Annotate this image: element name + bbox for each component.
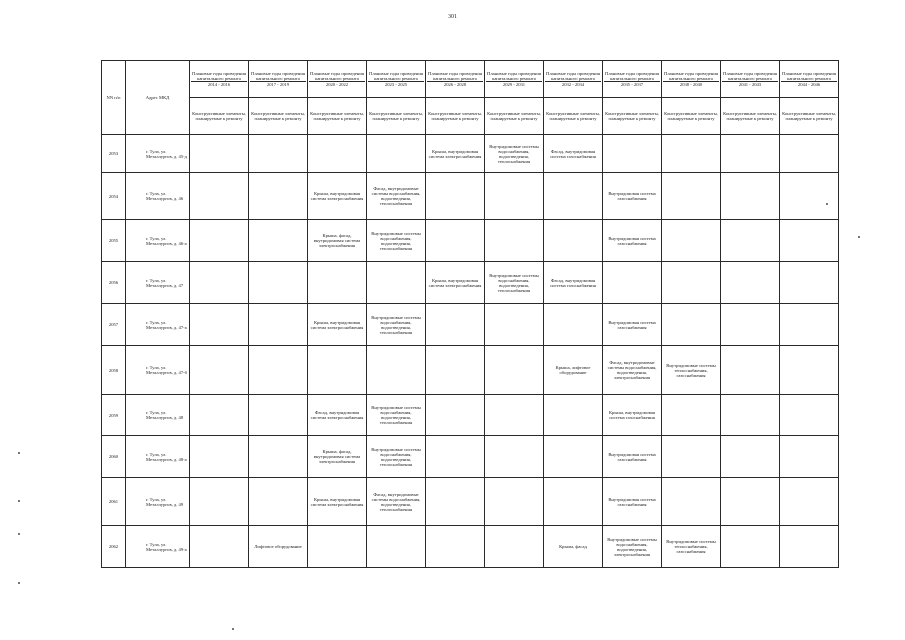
header-period-title: Плановые годы проведения капитального ремонта xyxy=(664,71,718,81)
header-period-3 xyxy=(367,61,426,98)
row-cell-0 xyxy=(190,304,249,346)
header-period-years: 2035 - 2037 xyxy=(604,81,660,87)
header-period-10 xyxy=(780,61,839,98)
header-period-years: 2020 - 2022 xyxy=(309,81,365,87)
header-period-years: 2038 - 2040 xyxy=(663,81,719,87)
header-period-years: 2023 - 2025 xyxy=(368,81,424,87)
row-number: 2061 xyxy=(102,478,126,526)
row-address: г. Тула, ул. Металлургов, д. 49 xyxy=(126,478,190,526)
row-cell-8 xyxy=(662,135,721,173)
header-elements-6: Конструктивные элементы, планируемые к ремонту xyxy=(544,98,603,135)
row-cell-7: Фасад, внутридомовые системы водоснабжения, водоотведения, электроснабжения xyxy=(603,346,662,395)
header-elements-9: Конструктивные элементы, планируемые к ремонту xyxy=(721,98,780,135)
header-period-9 xyxy=(721,61,780,98)
header-period-years: 2017 - 2019 xyxy=(250,81,306,87)
header-period-6 xyxy=(544,61,603,98)
scan-speck xyxy=(18,582,20,584)
row-address: г. Тула, ул. Металлургов, д. 46 xyxy=(126,173,190,220)
scan-speck xyxy=(826,203,828,205)
header-elements-4: Конструктивные элементы, планируемые к ремонту xyxy=(426,98,485,135)
header-period-title: Плановые годы проведения капитального ремонта xyxy=(723,71,777,81)
header-period-1 xyxy=(249,61,308,98)
row-cell-9 xyxy=(721,262,780,304)
table-row xyxy=(102,173,839,220)
row-cell-7: Внутридомовая система газоснабжения xyxy=(603,436,662,478)
row-cell-5 xyxy=(485,526,544,568)
row-cell-7: Внутридомовая система газоснабжения xyxy=(603,304,662,346)
row-cell-5 xyxy=(485,173,544,220)
row-cell-3: Внутридомовые системы водоснабжения, водоотведения, теплоснабжения xyxy=(367,395,426,436)
row-cell-4 xyxy=(426,346,485,395)
row-cell-10 xyxy=(780,395,839,436)
row-cell-3 xyxy=(367,526,426,568)
header-period-7 xyxy=(603,61,662,98)
header-period-years: 2044 - 2046 xyxy=(781,81,837,87)
row-cell-7: Крыша, внутридомовая система газоснабжения xyxy=(603,395,662,436)
row-cell-1 xyxy=(249,262,308,304)
row-cell-10 xyxy=(780,478,839,526)
row-cell-9 xyxy=(721,173,780,220)
header-elements-3: Конструктивные элементы, планируемые к ремонту xyxy=(367,98,426,135)
table-row xyxy=(102,262,839,304)
row-cell-1 xyxy=(249,304,308,346)
row-cell-8 xyxy=(662,220,721,262)
row-address: г. Тула, ул. Металлургов, д. 48 xyxy=(126,395,190,436)
row-cell-6 xyxy=(544,478,603,526)
header-period-years: 2014 - 2016 xyxy=(191,81,247,87)
row-cell-5: Внутридомовые системы водоснабжения, водоотведения, теплоснабжения xyxy=(485,135,544,173)
row-address: г. Тула, ул. Металлургов, д. 45-д xyxy=(126,135,190,173)
row-cell-7: Внутридомовая система газоснабжения xyxy=(603,478,662,526)
row-cell-2: Фасад, внутридомовая система электроснабжения xyxy=(308,395,367,436)
row-cell-0 xyxy=(190,262,249,304)
row-cell-4 xyxy=(426,304,485,346)
header-period-title: Плановые годы проведения капитального ремонта xyxy=(251,71,305,81)
row-address: г. Тула, ул. Металлургов, д. 49-а xyxy=(126,526,190,568)
row-cell-4 xyxy=(426,395,485,436)
row-cell-4: Крыша, внутридомовая система электроснабжения xyxy=(426,262,485,304)
row-cell-4 xyxy=(426,526,485,568)
row-cell-5 xyxy=(485,436,544,478)
table-row xyxy=(102,220,839,262)
row-cell-2: Крыша, внутридомовая система электроснабжения xyxy=(308,173,367,220)
row-cell-1 xyxy=(249,395,308,436)
header-period-4 xyxy=(426,61,485,98)
row-cell-2 xyxy=(308,346,367,395)
row-cell-4 xyxy=(426,220,485,262)
header-elements-1: Конструктивные элементы, планируемые к ремонту xyxy=(249,98,308,135)
row-cell-5 xyxy=(485,478,544,526)
header-elements-5: Конструктивные элементы, планируемые к ремонту xyxy=(485,98,544,135)
header-period-years: 2026 - 2028 xyxy=(427,81,483,87)
row-cell-1 xyxy=(249,135,308,173)
table-row xyxy=(102,395,839,436)
row-cell-1 xyxy=(249,173,308,220)
row-cell-3: Внутридомовые системы водоснабжения, водоотведения, теплоснабжения xyxy=(367,436,426,478)
row-cell-6: Крыша, фасад xyxy=(544,526,603,568)
row-address: г. Тула, ул. Металлургов, д. 48-а xyxy=(126,436,190,478)
row-cell-7: Внутридомовая система газоснабжения xyxy=(603,220,662,262)
row-cell-10 xyxy=(780,262,839,304)
row-cell-9 xyxy=(721,478,780,526)
row-cell-0 xyxy=(190,395,249,436)
row-cell-5 xyxy=(485,346,544,395)
row-number: 2053 xyxy=(102,135,126,173)
row-cell-8 xyxy=(662,262,721,304)
row-cell-9 xyxy=(721,395,780,436)
header-period-years: 2032 - 2034 xyxy=(545,81,601,87)
row-cell-4: Крыша, внутридомовая система электроснабжения xyxy=(426,135,485,173)
row-cell-8 xyxy=(662,436,721,478)
row-cell-4 xyxy=(426,173,485,220)
row-cell-5 xyxy=(485,220,544,262)
table-row xyxy=(102,304,839,346)
row-cell-9 xyxy=(721,135,780,173)
row-cell-7: Внутридомовая система газоснабжения xyxy=(603,173,662,220)
row-cell-2 xyxy=(308,262,367,304)
header-period-5 xyxy=(485,61,544,98)
scan-speck xyxy=(18,533,20,535)
row-cell-2: Крыша, внутридомовая система электроснабжения xyxy=(308,304,367,346)
row-cell-0 xyxy=(190,220,249,262)
row-cell-6 xyxy=(544,436,603,478)
row-number: 2059 xyxy=(102,395,126,436)
row-cell-2: Крыша, внутридомовая система электроснабжения xyxy=(308,478,367,526)
row-cell-3: Фасад, внутридомовые системы водоснабжения, водоотведения, теплоснабжения xyxy=(367,478,426,526)
row-cell-6: Фасад, внутридомовая система газоснабжения xyxy=(544,262,603,304)
row-number: 2056 xyxy=(102,262,126,304)
header-period-title: Плановые годы проведения капитального ремонта xyxy=(487,71,541,81)
row-cell-7: Внутридомовые системы водоснабжения, водоотведения, электроснабжения xyxy=(603,526,662,568)
row-cell-1 xyxy=(249,436,308,478)
row-cell-3 xyxy=(367,346,426,395)
row-cell-5 xyxy=(485,304,544,346)
header-elements-7: Конструктивные элементы, планируемые к ремонту xyxy=(603,98,662,135)
table-row xyxy=(102,436,839,478)
header-row xyxy=(102,98,839,135)
table-row xyxy=(102,135,839,173)
row-cell-10 xyxy=(780,436,839,478)
row-cell-8 xyxy=(662,395,721,436)
header-period-2 xyxy=(308,61,367,98)
row-address: г. Тула, ул. Металлургов, д. 47-а xyxy=(126,304,190,346)
header-period-title: Плановые годы проведения капитального ремонта xyxy=(782,71,836,81)
row-number: 2055 xyxy=(102,220,126,262)
row-cell-10 xyxy=(780,526,839,568)
row-cell-0 xyxy=(190,436,249,478)
header-elements-0: Конструктивные элементы, планируемые к ремонту xyxy=(190,98,249,135)
row-cell-7 xyxy=(603,135,662,173)
row-cell-6 xyxy=(544,173,603,220)
row-cell-6 xyxy=(544,304,603,346)
table-header xyxy=(102,61,839,135)
row-cell-3: Внутридомовые системы водоснабжения, водоотведения, теплоснабжения xyxy=(367,304,426,346)
scan-speck xyxy=(232,628,234,630)
row-cell-0 xyxy=(190,526,249,568)
page-number: 301 xyxy=(448,14,457,20)
row-cell-3 xyxy=(367,135,426,173)
table-row xyxy=(102,346,839,395)
row-cell-8 xyxy=(662,478,721,526)
row-cell-2 xyxy=(308,526,367,568)
row-cell-1 xyxy=(249,220,308,262)
row-cell-6 xyxy=(544,395,603,436)
row-number: 2058 xyxy=(102,346,126,395)
row-cell-10 xyxy=(780,220,839,262)
row-cell-0 xyxy=(190,173,249,220)
table-row xyxy=(102,526,839,568)
row-cell-9 xyxy=(721,436,780,478)
row-address: г. Тула, ул. Металлургов, д. 47 xyxy=(126,262,190,304)
header-period-title: Плановые годы проведения капитального ремонта xyxy=(369,71,423,81)
header-nn: NN п/п xyxy=(102,61,126,135)
scan-speck xyxy=(18,500,20,502)
repair-schedule-table xyxy=(101,60,839,568)
row-cell-2: Крыша, фасад, внутридомовая система электроснабжения xyxy=(308,436,367,478)
scan-speck xyxy=(18,452,20,454)
row-cell-3: Фасад, внутридомовые системы водоснабжения, водоотведения, теплоснабжения xyxy=(367,173,426,220)
row-cell-8: Внутридомовые системы теплоснабжения, газоснабжения xyxy=(662,526,721,568)
table-body xyxy=(102,135,839,568)
row-address: г. Тула, ул. Металлургов, д. 46-а xyxy=(126,220,190,262)
row-cell-1 xyxy=(249,478,308,526)
header-period-title: Плановые годы проведения капитального ремонта xyxy=(310,71,364,81)
row-cell-3: Внутридомовые системы водоснабжения, водоотведения, теплоснабжения xyxy=(367,220,426,262)
row-cell-8 xyxy=(662,304,721,346)
header-row xyxy=(102,61,839,98)
header-period-title: Плановые годы проведения капитального ремонта xyxy=(605,71,659,81)
header-elements-8: Конструктивные элементы, планируемые к ремонту xyxy=(662,98,721,135)
header-period-years: 2029 - 2031 xyxy=(486,81,542,87)
row-cell-9 xyxy=(721,220,780,262)
header-address: Адрес МКД xyxy=(126,61,190,135)
header-period-0 xyxy=(190,61,249,98)
row-cell-3 xyxy=(367,262,426,304)
header-period-title: Плановые годы проведения капитального ремонта xyxy=(428,71,482,81)
row-cell-10 xyxy=(780,304,839,346)
row-cell-10 xyxy=(780,346,839,395)
header-period-8 xyxy=(662,61,721,98)
row-number: 2057 xyxy=(102,304,126,346)
row-cell-7 xyxy=(603,262,662,304)
row-cell-10 xyxy=(780,135,839,173)
row-cell-9 xyxy=(721,346,780,395)
row-cell-0 xyxy=(190,478,249,526)
row-cell-8 xyxy=(662,173,721,220)
scan-speck xyxy=(858,236,860,238)
row-cell-0 xyxy=(190,135,249,173)
row-number: 2060 xyxy=(102,436,126,478)
row-cell-8: Внутридомовые системы теплоснабжения, газоснабжения xyxy=(662,346,721,395)
row-cell-2: Крыша, фасад, внутридомовая система электроснабжения xyxy=(308,220,367,262)
row-cell-5 xyxy=(485,395,544,436)
header-period-title: Плановые годы проведения капитального ремонта xyxy=(546,71,600,81)
header-elements-2: Конструктивные элементы, планируемые к ремонту xyxy=(308,98,367,135)
row-cell-2 xyxy=(308,135,367,173)
row-cell-6 xyxy=(544,220,603,262)
row-cell-9 xyxy=(721,526,780,568)
row-cell-4 xyxy=(426,478,485,526)
row-number: 2054 xyxy=(102,173,126,220)
header-elements-10: Конструктивные элементы, планируемые к ремонту xyxy=(780,98,839,135)
table-row xyxy=(102,478,839,526)
row-cell-1 xyxy=(249,346,308,395)
row-cell-6: Фасад, внутридомовая система газоснабжения xyxy=(544,135,603,173)
row-cell-0 xyxy=(190,346,249,395)
row-cell-5: Внутридомовые системы водоснабжения, водоотведения, теплоснабжения xyxy=(485,262,544,304)
row-cell-1: Лифтовое оборудование xyxy=(249,526,308,568)
row-cell-10 xyxy=(780,173,839,220)
header-period-years: 2041 - 2043 xyxy=(722,81,778,87)
row-cell-6: Крыша, лифтовое оборудование xyxy=(544,346,603,395)
row-address: г. Тула, ул. Металлургов, д. 47-б xyxy=(126,346,190,395)
row-cell-4 xyxy=(426,436,485,478)
row-cell-9 xyxy=(721,304,780,346)
header-period-title: Плановые годы проведения капитального ремонта xyxy=(192,71,246,81)
row-number: 2062 xyxy=(102,526,126,568)
